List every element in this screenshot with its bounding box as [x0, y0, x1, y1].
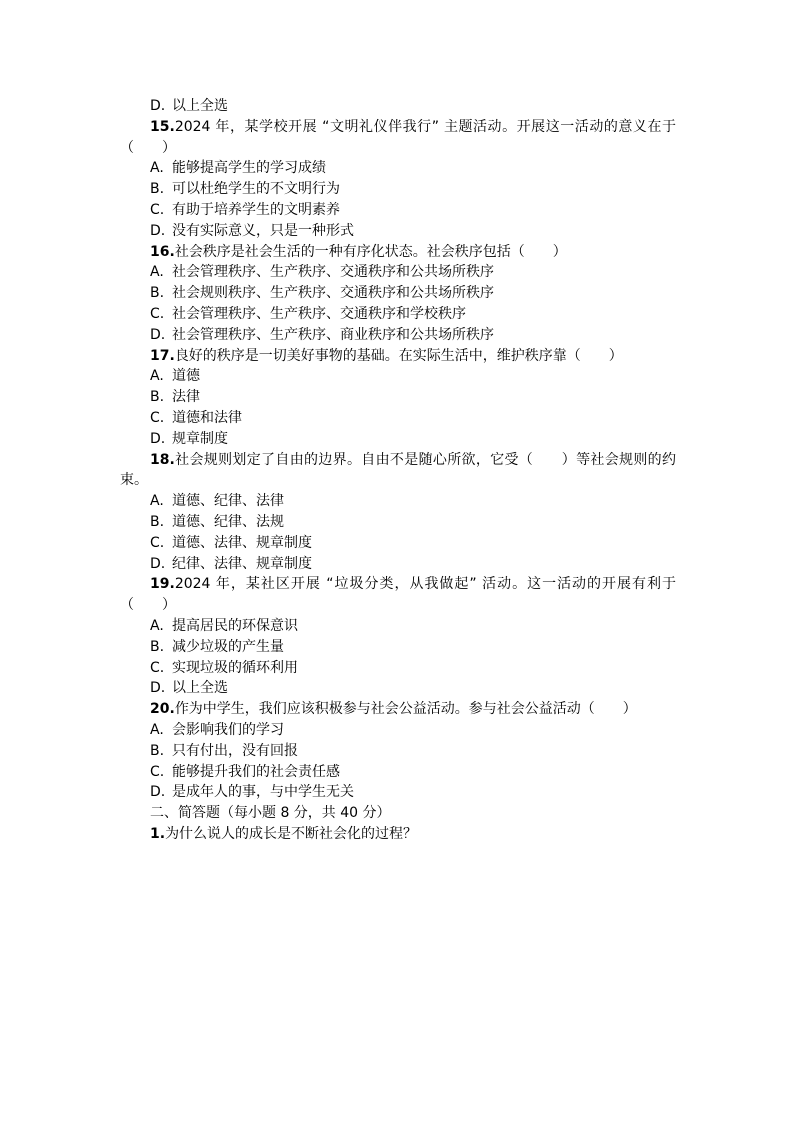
option-d: D. 以上全选	[150, 98, 228, 114]
option-b: B. 减少垃圾的产生量	[150, 638, 284, 655]
question-18: 18.社会规则划定了自由的边界。自由不是随心所欲，它受（ ）等社会规则的约束。	[120, 451, 676, 489]
option-c: C. 道德和法律	[150, 409, 242, 426]
short-answer-question-1: 1.为什么说人的成长是不断社会化的过程？	[150, 825, 418, 842]
option-a: A. 会影响我们的学习	[150, 721, 284, 738]
exam-content	[120, 96, 676, 845]
option-a: A. 道德、纪律、法律	[150, 493, 284, 510]
option-c: C. 有助于培养学生的文明素养	[150, 201, 340, 218]
question-19: 19.2024 年，某社区开展 “垃圾分类，从我做起” 活动。这一活动的开展有利于（ ）	[120, 576, 676, 614]
question-15: 15.2024 年，某学校开展 “文明礼仪伴我行” 主题活动。开展这一活动的意义在于（ ）	[120, 118, 676, 156]
question-17: 17.良好的秩序是一切美好事物的基础。在实际生活中，维护秩序靠（ ）	[150, 347, 623, 364]
option-b: B. 法律	[150, 389, 200, 406]
option-c: C. 实现垃圾的循环利用	[150, 659, 298, 676]
section-heading: 二、简答题（每小题 8 分，共 40 分）	[150, 805, 391, 822]
option-d: D. 纪律、法律、规章制度	[150, 555, 312, 572]
option-a: A. 道德	[150, 368, 200, 385]
option-c: C. 道德、法律、规章制度	[150, 534, 312, 551]
option-d: D. 没有实际意义，只是一种形式	[150, 222, 354, 239]
option-b: B. 只有付出，没有回报	[150, 742, 298, 759]
option-a: A. 提高居民的环保意识	[150, 617, 298, 634]
option-b: B. 可以杜绝学生的不文明行为	[150, 181, 340, 198]
option-d: D. 以上全选	[150, 680, 228, 697]
option-b: B. 道德、纪律、法规	[150, 513, 284, 530]
option-b: B. 社会规则秩序、生产秩序、交通秩序和公共场所秩序	[150, 285, 494, 302]
question-16: 16.社会秩序是社会生活的一种有序化状态。社会秩序包括（ ）	[150, 243, 567, 260]
option-c: C. 能够提升我们的社会责任感	[150, 763, 340, 780]
option-d: D. 社会管理秩序、生产秩序、商业秩序和公共场所秩序	[150, 326, 494, 343]
option-d: D. 规章制度	[150, 430, 228, 447]
question-20: 20.作为中学生，我们应该积极参与社会公益活动。参与社会公益活动（ ）	[150, 701, 637, 718]
option-c: C. 社会管理秩序、生产秩序、交通秩序和学校秩序	[150, 305, 466, 322]
option-d: D. 是成年人的事，与中学生无关	[150, 784, 354, 801]
option-a: A. 社会管理秩序、生产秩序、交通秩序和公共场所秩序	[150, 264, 494, 281]
option-a: A. 能够提高学生的学习成绩	[150, 160, 326, 177]
